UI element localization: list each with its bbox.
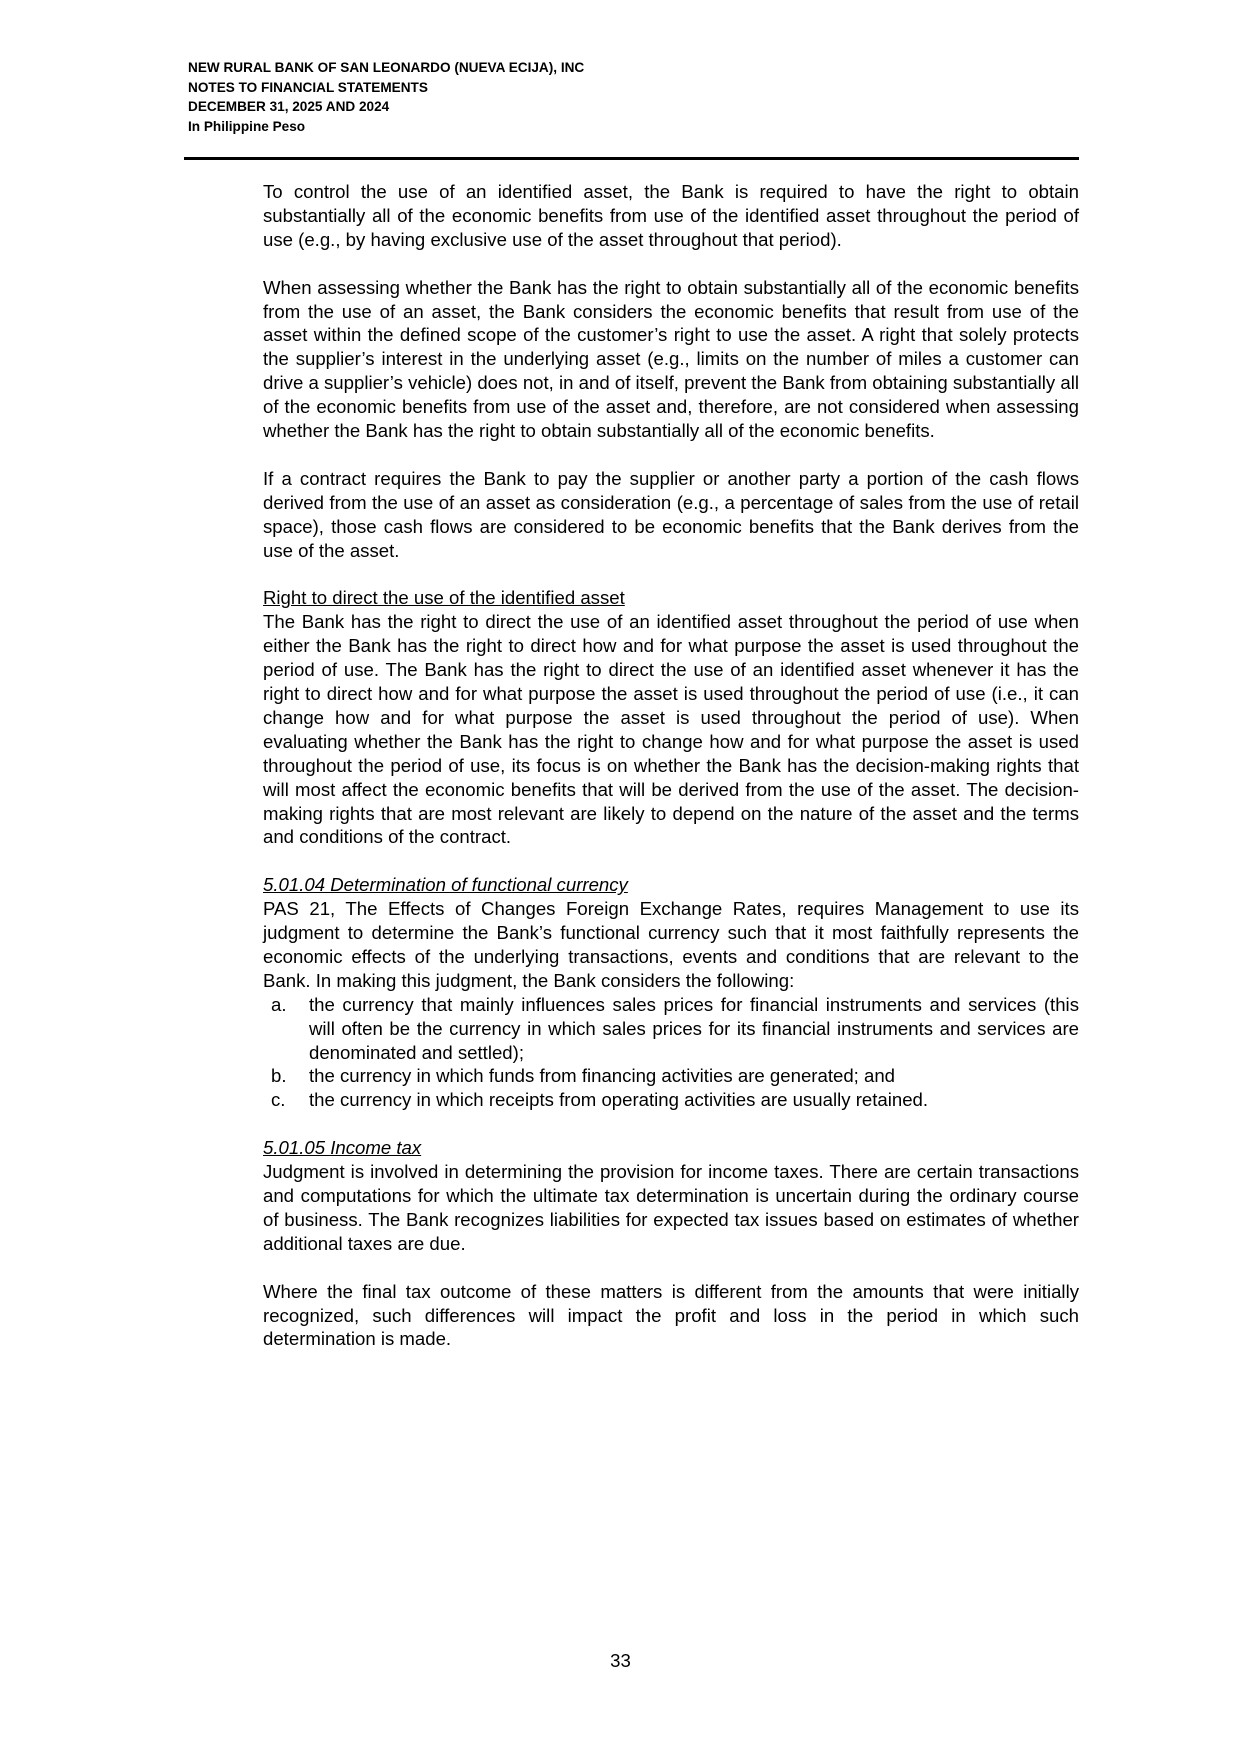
list-marker: c. (271, 1089, 286, 1111)
heading-functional-currency: 5.01.04 Determination of functional currency (263, 874, 628, 896)
functional-currency-factors-list (263, 993, 1079, 1113)
header-divider (184, 157, 1079, 160)
paragraph-control-use: To control the use of an identified asset, the Bank is required to have the right to obtain substantially all of the economic benefits from use of the identified asset throughout the period of use (e.g., by having exclusive use of the asset throughout that period). (263, 181, 1079, 250)
heading-income-tax: 5.01.05 Income tax (263, 1137, 422, 1159)
bank-name: NEW RURAL BANK OF SAN LEONARDO (NUEVA ECIJA), INC (188, 60, 585, 75)
list-item-text: the currency that mainly influences sales prices for financial instruments and services (this will often be the currency in which sales prices for its financial instruments and services are denominated and settled); (309, 993, 1079, 1063)
document-body (263, 180, 1079, 1375)
paragraph-functional-currency: PAS 21, The Effects of Changes Foreign Exchange Rates, requires Management to use its judgment to determine the Bank’s functional currency such that it most faithfully represents the economic effects of the underlying transactions, events and conditions that are relevant to the Bank. In making this judgment, the Bank considers the following: (263, 898, 1079, 991)
paragraph-income-tax-judgment: Judgment is involved in determining the provision for income taxes. There are certain transactions and computations for which the ultimate tax determination is uncertain during the ordinary course of business. The Bank recognizes liabilities for expected tax issues based on estimates of whether additional taxes are due. (263, 1161, 1079, 1254)
list-marker: a. (271, 993, 287, 1015)
paragraph-economic-benefits: When assessing whether the Bank has the right to obtain substantially all of the economic benefits from the use of an asset, the Bank considers the economic benefits that result from use of the asset within the defined scope of the customer’s right to use the asset. A right that solely protects the supplier’s interest in the underlying asset (e.g., limits on the number of miles a customer can drive a supplier’s vehicle) does not, in and of itself, prevent the Bank from obtaining substantially all of the economic benefits from use of the asset and, therefore, are not considered when assessing whether the Bank has the right to obtain substantially all of the economic benefits. (263, 276, 1079, 442)
list-marker: b. (271, 1065, 287, 1087)
paragraph-right-to-direct: The Bank has the right to direct the use of an identified asset throughout the period of use when either the Bank has the right to direct how and for what purpose the asset is used throughout the period of use. The Bank has the right to direct the use of an identified asset whenever it has the right to direct how and for what purpose the asset is used throughout the period of use (i.e., it can change how and for what purpose the asset is used throughout the period of use). When evaluating whether the Bank has the right to change how and for what purpose the asset is used throughout the period of use, its focus is on whether the Bank has the decision-making rights that will most affect the economic benefits that will be derived from the use of the asset. The decision-making rights that are most relevant are likely to depend on the nature of the asset and the terms and conditions of the contract. (263, 611, 1079, 848)
paragraph-income-tax-outcome: Where the final tax outcome of these matters is different from the amounts that were initially recognized, such differences will impact the profit and loss in the period in which such determination is made. (263, 1280, 1079, 1350)
document-header (188, 58, 1088, 136)
paragraph-cash-flows: If a contract requires the Bank to pay the supplier or another party a portion of the cash flows derived from the use of an asset as consideration (e.g., a percentage of sales from the use of retail space), those cash flows are considered to be economic benefits that the Bank derives from the use of the asset. (263, 467, 1079, 561)
list-item-text: the currency in which funds from financing activities are generated; and (309, 1065, 896, 1087)
currency-note: In Philippine Peso (188, 118, 306, 134)
list-item-text: the currency in which receipts from operating activities are usually retained. (309, 1089, 929, 1111)
document-title: NOTES TO FINANCIAL STATEMENTS (188, 79, 428, 95)
list-item (263, 1088, 1079, 1112)
heading-right-to-direct: Right to direct the use of the identified asset (263, 587, 625, 609)
page-number: 33 (610, 1650, 631, 1671)
list-item (263, 1064, 1079, 1088)
list-item (263, 993, 1079, 1065)
reporting-period: DECEMBER 31, 2025 AND 2024 (188, 99, 390, 114)
